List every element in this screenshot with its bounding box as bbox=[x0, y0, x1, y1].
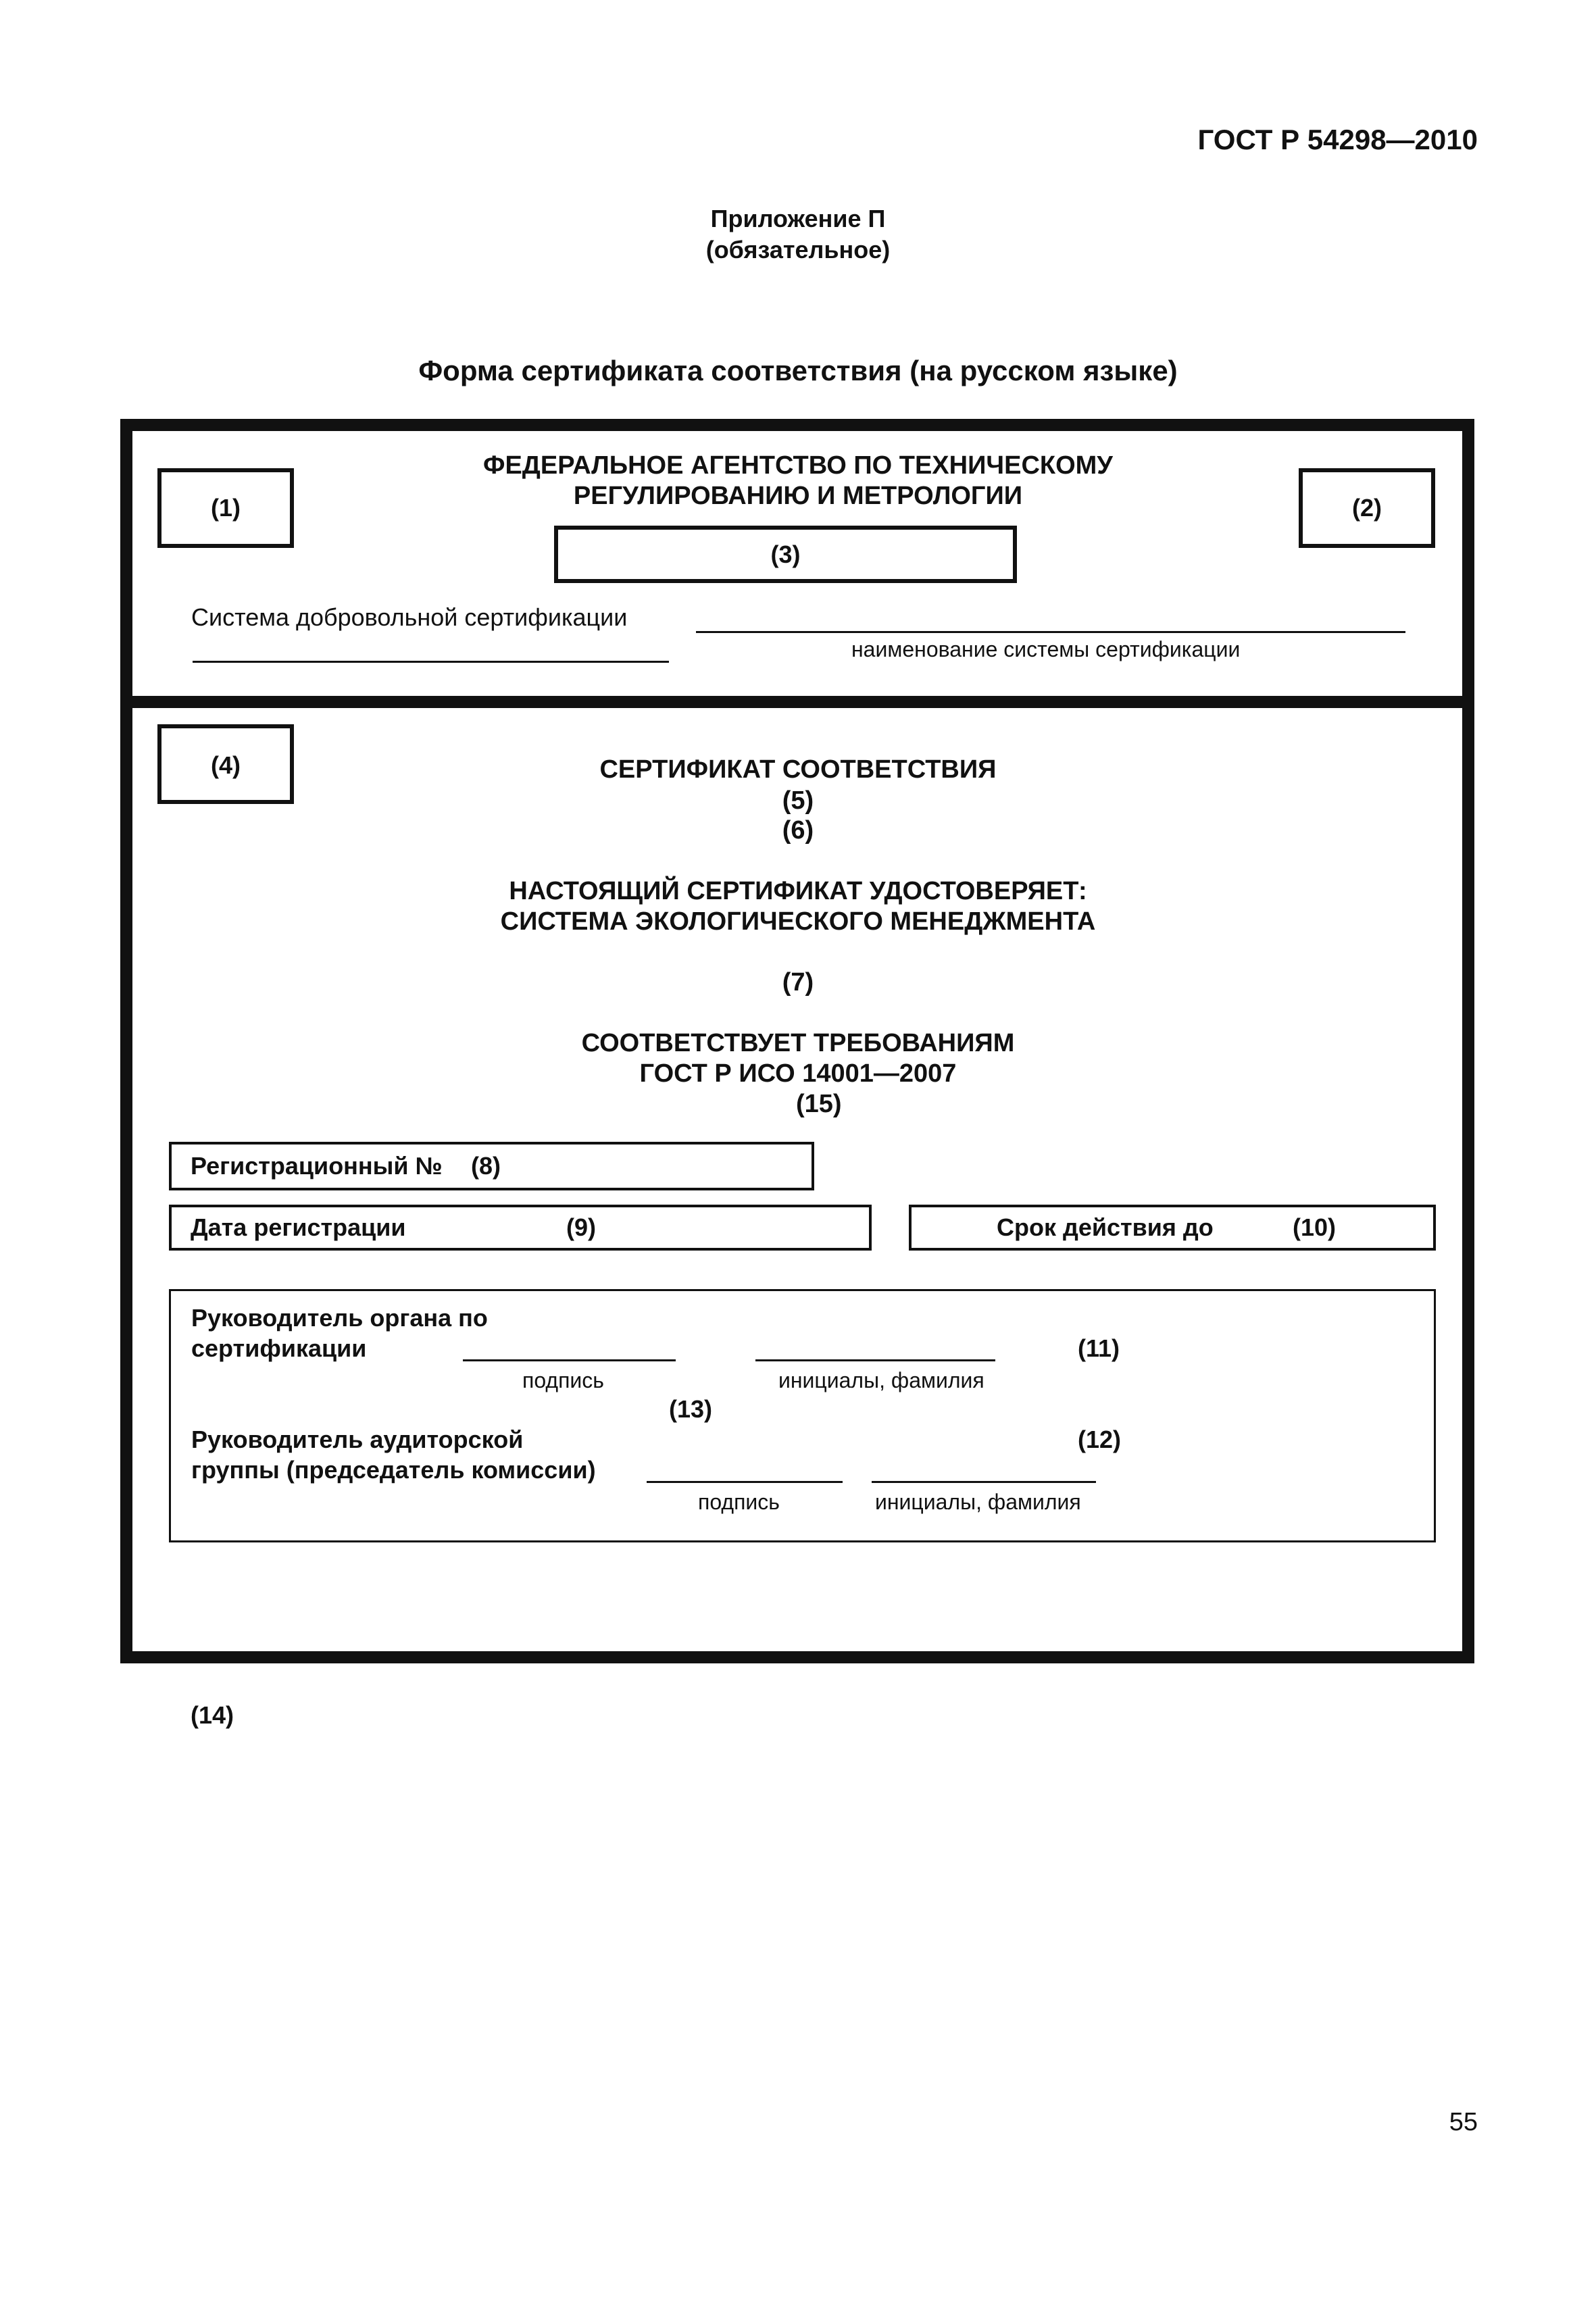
complies-line-1: СООТВЕТСТВУЕТ ТРЕБОВАНИЯМ bbox=[581, 1029, 1015, 1057]
head-of-body-line-1: Руководитель органа по bbox=[191, 1304, 488, 1332]
audit-signature-caption: подпись bbox=[698, 1490, 780, 1514]
field-box-3 bbox=[554, 526, 1017, 583]
field-box-1-label: (1) bbox=[211, 494, 241, 522]
registration-date-field: (9) bbox=[566, 1213, 596, 1241]
document-id: ГОСТ Р 54298—2010 bbox=[1197, 124, 1478, 155]
certifies-line-1: НАСТОЯЩИЙ СЕРТИФИКАТ УДОСТОВЕРЯЕТ: bbox=[509, 877, 1087, 905]
head-name-caption: инициалы, фамилия bbox=[778, 1368, 984, 1392]
registration-number-field: (8) bbox=[471, 1152, 501, 1180]
head-field-11: (11) bbox=[1078, 1334, 1120, 1362]
agency-name-line-1: ФЕДЕРАЛЬНОЕ АГЕНТСТВО ПО ТЕХНИЧЕСКОМУ bbox=[483, 451, 1113, 480]
form-title: Форма сертификата соответствия (на русском языке) bbox=[418, 355, 1178, 386]
field-7: (7) bbox=[782, 968, 814, 997]
field-14: (14) bbox=[191, 1701, 234, 1729]
field-box-3-label: (3) bbox=[770, 540, 801, 568]
certifies-line-2: СИСТЕМА ЭКОЛОГИЧЕСКОГО МЕНЕДЖМЕНТА bbox=[500, 907, 1096, 936]
complies-line-2: ГОСТ Р ИСО 14001—2007 bbox=[639, 1059, 957, 1088]
audit-signature-line bbox=[647, 1481, 843, 1483]
field-box-2-label: (2) bbox=[1352, 494, 1382, 522]
annex-title: Приложение П bbox=[710, 205, 886, 232]
certification-system-line-2 bbox=[193, 661, 669, 663]
field-5: (5) bbox=[782, 786, 814, 815]
annex-status: (обязательное) bbox=[705, 236, 891, 263]
audit-name-caption: инициалы, фамилия bbox=[875, 1490, 1081, 1514]
audit-leader-line-1: Руководитель аудиторской bbox=[191, 1426, 524, 1453]
certification-system-line-1 bbox=[696, 631, 1405, 633]
audit-field-12: (12) bbox=[1078, 1426, 1122, 1453]
registration-number-label: Регистрационный № bbox=[191, 1152, 443, 1180]
certificate-title: СЕРТИФИКАТ СООТВЕТСТВИЯ bbox=[599, 755, 997, 784]
certification-system-label: Система добровольной сертификации bbox=[191, 603, 628, 631]
head-name-line bbox=[755, 1359, 995, 1361]
valid-until-label: Срок действия до bbox=[997, 1213, 1214, 1241]
audit-leader-line-2: группы (председатель комиссии) bbox=[191, 1456, 596, 1484]
field-box-4-label: (4) bbox=[211, 751, 241, 779]
registration-date-label: Дата регистрации bbox=[191, 1213, 406, 1241]
head-of-body-line-2: сертификации bbox=[191, 1334, 367, 1362]
valid-until-field: (10) bbox=[1293, 1213, 1337, 1241]
agency-name-line-2: РЕГУЛИРОВАНИЮ И МЕТРОЛОГИИ bbox=[573, 482, 1023, 510]
head-signature-caption: подпись bbox=[522, 1368, 604, 1392]
section-divider bbox=[120, 696, 1474, 708]
head-signature-line bbox=[463, 1359, 676, 1361]
field-15: (15) bbox=[796, 1090, 842, 1118]
audit-name-line bbox=[872, 1481, 1096, 1483]
field-13: (13) bbox=[669, 1395, 713, 1423]
field-6: (6) bbox=[782, 816, 814, 845]
certification-system-caption: наименование системы сертификации bbox=[851, 637, 1241, 661]
page-number: 55 bbox=[1449, 2108, 1478, 2136]
